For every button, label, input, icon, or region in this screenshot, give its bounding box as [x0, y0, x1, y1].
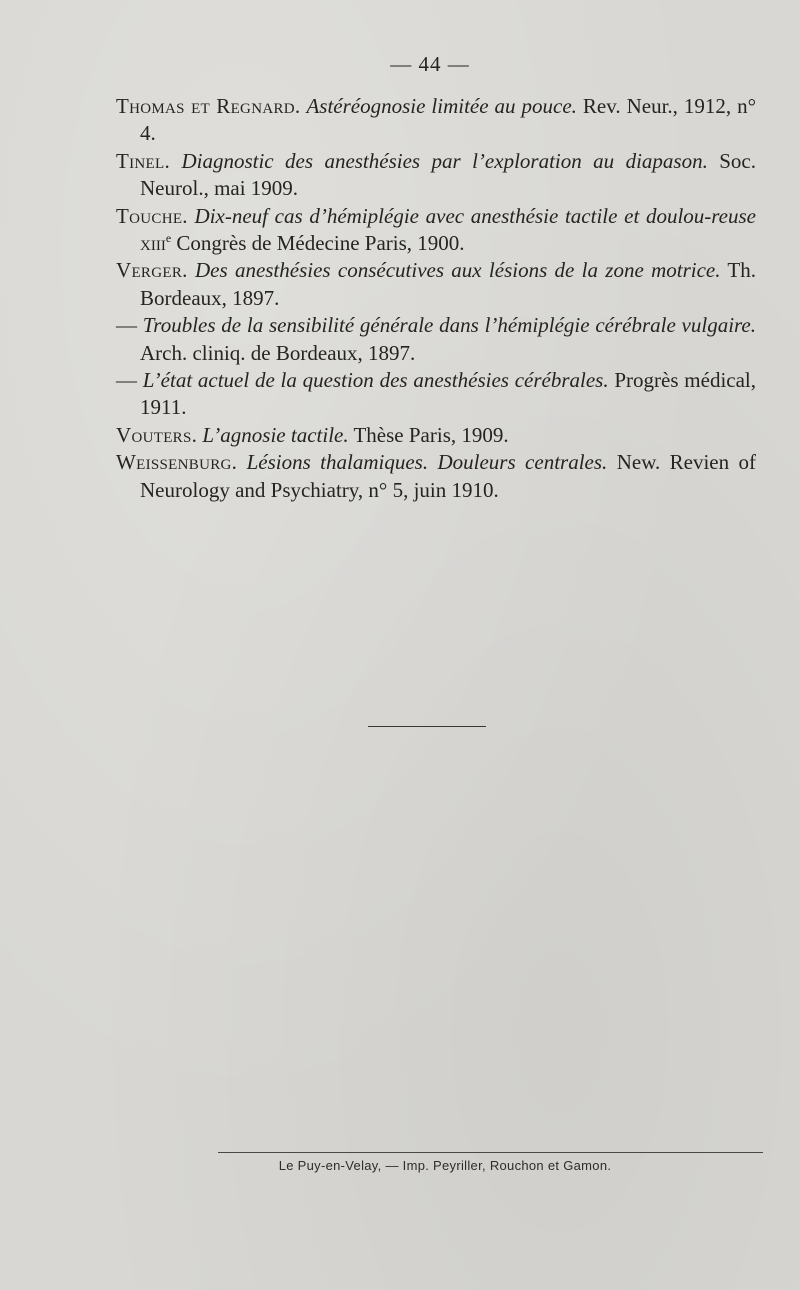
- entry-source: Soc. Neurol., mai 1909.: [140, 148, 756, 201]
- bibliography-entry: [116, 422, 756, 449]
- entry-title: Diagnostic des anesthésies par l’exploration au diapason.: [181, 148, 708, 173]
- page-number: — 44 —: [390, 52, 470, 76]
- bibliography-list: [116, 93, 756, 504]
- bibliography-entry: [116, 449, 756, 504]
- printer-imprint: Le Puy-en-Velay, — Imp. Peyriller, Rouchon et Gamon.: [278, 1158, 612, 1173]
- bibliography-entry: [116, 312, 756, 367]
- bibliography-entry: [116, 257, 756, 312]
- entry-author: Verger.: [116, 258, 188, 283]
- entry-author: Vouters.: [116, 422, 198, 447]
- entry-author: Tinel.: [116, 148, 171, 173]
- entry-source: Arch. cliniq. de Bordeaux, 1897.: [140, 340, 416, 365]
- entry-congress-sup: e: [165, 231, 172, 246]
- entry-source: Th. Bordeaux, 1897.: [140, 258, 756, 310]
- entry-author: Touche.: [116, 203, 188, 228]
- entry-author: Weissenburg.: [116, 450, 238, 475]
- bibliography-entry: [116, 93, 756, 148]
- bibliography-entry: [116, 148, 756, 203]
- entry-title: L’état actuel de la question des anesthésies cérébrales.: [142, 368, 609, 393]
- entry-source: Rev. Neur., 1912, n° 4.: [140, 94, 757, 146]
- entry-source: Progrès médical, 1911.: [140, 368, 757, 420]
- entry-congress-numeral: xiii: [140, 231, 166, 256]
- bibliography-entry: [116, 203, 756, 258]
- entry-title: Troubles de la sensibilité générale dans l’hémiplégie cérébrale vulgaire.: [142, 313, 757, 338]
- entry-author: Thomas et Regnard.: [116, 94, 301, 118]
- entry-source: Thèse Paris, 1909.: [353, 422, 509, 447]
- entry-source: Congrès de Médecine Paris, 1900.: [176, 231, 465, 256]
- bibliography-entry: [116, 367, 756, 422]
- entry-title: L’agnosie tactile.: [202, 422, 349, 447]
- entry-title: Lésions thalamiques. Douleurs centrales.: [246, 450, 608, 475]
- entry-title: Dix-neuf cas d’hémiplégie avec anesthésie tactile et doulou-reuse: [194, 203, 756, 228]
- entry-dash: —: [116, 313, 137, 338]
- entry-title: Astéréognosie limitée au pouce.: [306, 94, 577, 118]
- entry-source: New. Revien of Neurology and Psychiatry, n° 5, juin 1910.: [140, 450, 757, 502]
- section-end-rule: [368, 726, 486, 727]
- imprint-rule: [218, 1152, 763, 1153]
- entry-dash: —: [116, 368, 137, 393]
- entry-title: Des anesthésies consécutives aux lésions de la zone motrice.: [194, 258, 721, 283]
